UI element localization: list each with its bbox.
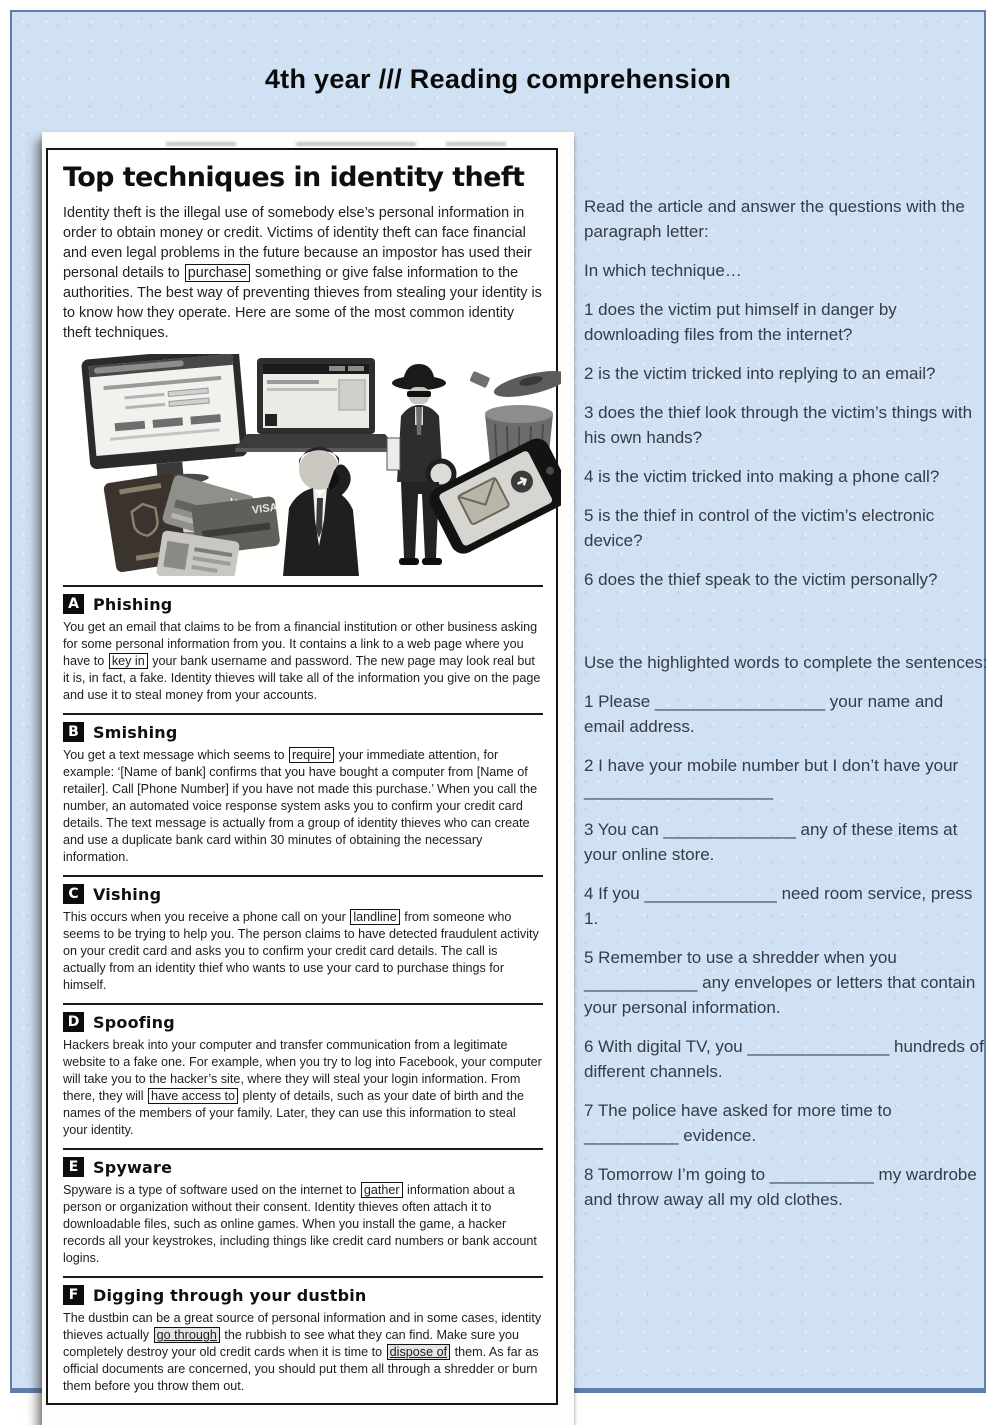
section-heading: Digging through your dustbin — [93, 1285, 367, 1305]
worksheet-frame — [10, 10, 986, 1393]
article-scan — [42, 132, 574, 1425]
article-section-spoofing — [63, 1003, 543, 1139]
sentence-blank-3[interactable]: 3 You can ______________ any of these items at your online store. — [584, 820, 958, 864]
section-letter-badge: A — [63, 594, 84, 614]
section-body: Spyware is a type of software used on the internet to gather information about a person or organization without their consent. Identity thieves often attach it to downloadable files, such as online games. When you install the game, a hacker records all your keystrokes, including things like credit card numbers or bank account logins. — [63, 1183, 537, 1265]
sentence-blank-7[interactable]: 7 The police have asked for more time to __________ evidence. — [584, 1101, 892, 1145]
section-heading: Smishing — [93, 722, 178, 742]
svg-text:VISA: VISA — [251, 501, 279, 517]
question-4[interactable]: 4 is the victim tricked into making a phone call? — [584, 467, 940, 486]
page-title: 4th year /// Reading comprehension — [264, 64, 732, 94]
question-3[interactable]: 3 does the thief look through the victim’s things with his own hands? — [584, 403, 973, 447]
exercise-column — [584, 194, 988, 1226]
article-box — [46, 148, 558, 1405]
section-letter-badge: C — [63, 884, 84, 904]
article-section-phishing — [63, 585, 543, 704]
article-intro: Identity theft is the illegal use of somebody else’s personal information in order to obtain money or credit. Victims of identity theft can face financial and even legal problems in the future because an impostor has used their personal details to purchase something or give false information to the authorities. The best way of preventing thieves from stealing your identity is to know how they operate. Here are some of the most common identity theft techniques. — [63, 205, 542, 341]
question-6[interactable]: 6 does the thief speak to the victim personally? — [584, 570, 938, 589]
sentence-blank-6[interactable]: 6 With digital TV, you _______________ hundreds of different channels. — [584, 1037, 984, 1081]
man-on-phone-illustration — [283, 447, 359, 576]
article-title: Top techniques in identity theft — [63, 162, 525, 193]
section-body: The dustbin can be a great source of personal information and in some cases, identity thieves actually go through the rubbish to see what they can find. Make sure you completely destroy your old credit cards when it is time to dispose of them. As far as official documents are concerned, you should put them all through a shredder or burn them before you throw them out. — [63, 1311, 542, 1393]
article-section-spyware — [63, 1148, 543, 1267]
section-body: You get a text message which seems to require your immediate attention, for example: ‘[Name of bank] confirms that you have bought a computer from [Name of retailer]. Call [Phone Number] if you have not made this purchase.’ When you call the number, an automated voice response system asks you to confirm your credit card details. The text message is actually from a group of identity thieves who can create and use a duplicate bank card within 30 minutes of obtaining the necessary information. — [63, 748, 538, 864]
desktop-computer-illustration — [81, 354, 250, 493]
credit-cards-illustration — [156, 474, 282, 576]
section-heading: Spyware — [93, 1157, 173, 1177]
sentence-blank-1[interactable]: 1 Please __________________ your name and email address. — [584, 692, 944, 736]
task1-lead-in: In which technique… — [584, 261, 742, 280]
section-letter-badge: F — [63, 1285, 84, 1305]
section-heading: Spoofing — [93, 1012, 175, 1032]
section-letter-badge: B — [63, 722, 84, 742]
task2-instruction: Use the highlighted words to complete the sentences: — [584, 653, 988, 672]
identity-theft-collage — [63, 354, 561, 576]
section-heading: Vishing — [93, 884, 162, 904]
section-letter-badge: E — [63, 1157, 84, 1177]
question-2[interactable]: 2 is the victim tricked into replying to an email? — [584, 364, 936, 383]
sentence-blank-5[interactable]: 5 Remember to use a shredder when you ____________ any envelopes or letters that contain your personal information. — [584, 948, 976, 1017]
article-section-smishing — [63, 713, 543, 866]
section-body: This occurs when you receive a phone call on your landline from someone who seems to be trying to help you. The person claims to have detected fraudulent activity on your credit card and asks you to confirm your credit card details. The call is actually from an identity thief who wants to use your card to purchase things for himself. — [63, 910, 539, 992]
scan-artifacts — [46, 141, 558, 148]
question-1[interactable]: 1 does the victim put himself in danger by downloading files from the internet? — [584, 300, 897, 344]
section-body: Hackers break into your computer and transfer communication from a legitimate website to a fake one. For example, when you try to log into Facebook, your computer will take you to the hacker’s site, where they will steal your login information. From there, they will have access to plenty of details, such as your date of birth and the names of the members of your family. Later, they can use this information to steal your identity. — [63, 1038, 542, 1137]
section-letter-badge: D — [63, 1012, 84, 1032]
task1-instruction: Read the article and answer the questions with the paragraph letter: — [584, 197, 965, 241]
sentence-blank-2[interactable]: 2 I have your mobile number but I don’t have your ____________________ — [584, 756, 959, 800]
section-heading: Phishing — [93, 594, 173, 614]
sentence-blank-4[interactable]: 4 If you ______________ need room service, press 1. — [584, 884, 973, 928]
article-section-dustbin — [63, 1276, 543, 1395]
section-body: You get an email that claims to be from a financial institution or other business asking for some personal information from you. It contains a link to a web page where you have to key in your bank username and password. The new page may look real but it is, in fact, a fake. Identity thieves will take all of the information you give on the page and use it to steal money from your accounts. — [63, 620, 541, 702]
question-5[interactable]: 5 is the thief in control of the victim’s electronic device? — [584, 506, 935, 550]
article-section-vishing — [63, 875, 543, 994]
sentence-blank-8[interactable]: 8 Tomorrow I’m going to ___________ my wardrobe and throw away all my old clothes. — [584, 1165, 977, 1209]
laptop-illustration — [235, 358, 397, 452]
